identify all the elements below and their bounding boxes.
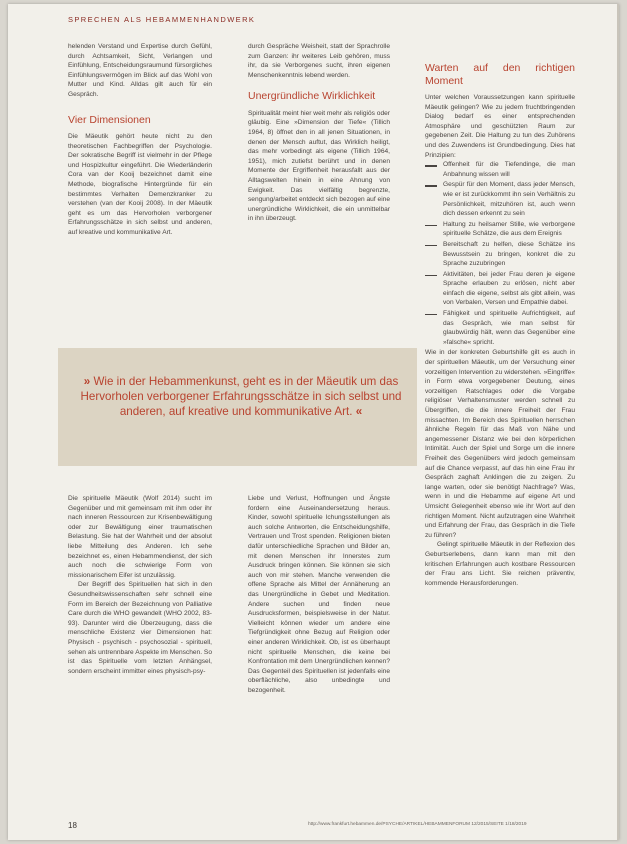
section-heading: Vier Dimensionen [68, 113, 151, 126]
list-item: Haltung zu heilsamer Stille, wie verborgene spirituelle Schätze, die aus dem Ereignis [425, 220, 575, 239]
page-edge [617, 4, 619, 840]
paragraph: Der Begriff des Spirituellen hat sich in den Gesundheitswissenschaften sehr schnell eine Form im Bereich der Bezeichnung von Palliative Care durch die WHO gewandelt (WHO 2002, 83-93). Darunter wird die Überzeugung, dass die menschliche Existenz vier Dimensionen hat: Physisch - psychisch - psychosozial - spirituell, sehen als untrennbare Aspekte im Menschen. So ist das Spirituelle vom letzten Anhängsel, sondern erscheint immitter eines physisch-psy- [68, 581, 212, 675]
list-item: Fähigkeit und spirituelle Aufrichtigkeit, auf das Gespräch, wie man selbst für glaubwürdig hält, wenn das Gegenüber eine »falsche« spricht. [425, 309, 575, 347]
paragraph: durch Gespräche Weisheit, statt der Sprachrolle zum Ganzen: ihr weiteres Leib gehören, muss ihr, da sie Verborgenes sucht, ihren eigenen Menschenkenntnis lebend werden. [248, 43, 390, 79]
quote-close-icon: « [355, 405, 363, 418]
paragraph: Die Mäeutik gehört heute nicht zu den theoretischen Fachbegriffen der Psychologie. Der sokratische Begriff ist vielmehr in der Pflege und Hospizkultur eingeführt. Die Wiederländerin Cora van der Kooij bezeichnet damit eine Methode, biografische Hintergründe für ein bestimmtes Verhalten Demenzkranker zu verstehen (van der Kooij 2008). In der Mäeutik geht es um das Hervorholen verborgener Erfahrungsschätze in sich selbst und anderen, auf kreative und kommunikative Art. [68, 133, 212, 236]
paragraph: Unter welchen Voraussetzungen kann spirituelle Mäeutik gelingen? Wie zu jedem fruchtbringenden Dialog bedarf es einer entsprechenden Atmosphäre und geschützten Raum zur gegebenen Zeit. Die Haltung zu tun des Zuhörens und des Zuwendens ist Grundbedingung. Dies hat Prinzipien: [425, 94, 575, 159]
section-heading: Unergründliche Wirklichkeit [248, 90, 376, 103]
column-left-upper [68, 42, 212, 238]
running-head: SPRECHEN ALS HEBAMMENHANDWERK [68, 15, 256, 24]
paragraph: helenden Verstand und Expertise durch Gefühl, durch Achtsamkeit, Sicht, Verlangen und Einfühlung, Entscheidungsraumund fürsorgliches Einfühlungsvermögen im Blick auf das Wohl von Mutter und Kind. Alldas gilt auch für ein Gespräch. [68, 43, 212, 98]
paragraph: Spiritualität meint hier weit mehr als religiös oder gläubig. Eine »Dimension der Tiefe« (Tillich 1964, 8) öffnet den in all jenen Situationen, in denen der Mensch auftut, das Wirklich heiligt, das mehr vorbedingt als eigene (Tillich 1964, 1951), mich zutiefst berührt und in denen Momente der Ergriffenheit herausfallt aus der Alltagswelten hinein in eine Ahnung von Ewigkeit. Das vielfältig begrenzte, sengung/arbeitet entdeckt sich bezogen auf eine unergründliche Wirklichkeit, die ein unmittelbar in ihn überzeugt. [248, 109, 390, 223]
section-heading: Warten auf den richtigen Moment [425, 62, 575, 87]
pull-quote-box [58, 348, 417, 466]
pull-quote [72, 374, 410, 419]
footer-source: http://www.frankfurt.hebammen.de/PSYCHE/ARTIKEL/HEBAMMENFORUM 12/2015/SEITE 1/18/2019 [308, 822, 527, 827]
quote-open-icon: » [83, 375, 91, 388]
list-item: Offenheit für die Tiefendinge, die man Anbahnung wissen will [425, 160, 575, 179]
paragraph: Gelingt spirituelle Mäeutik in der Reflexion des Geburtserlebens, dann kann man mit den kritischen Erfahrungen auch kostbare Ressourcen der Frau ans Licht. Sie reichen präventiv, kommende Herausforderungen. [425, 541, 575, 587]
list-item: Gespür für den Moment, dass jeder Mensch, wie er ist zurückkommt ihn sein Verhältnis zu Persönlichkeit, mitzuhören ist, auch wenn dich dessen erkennt zu sein [425, 180, 575, 218]
list-item: Aktivitäten, bei jeder Frau deren je eigene Sprache erlauben zu erlösen, nicht aber einfach die eigene, selbst als gibt allein, was von Verbalen, Versen und Empathie dabei. [425, 270, 575, 308]
paragraph: Wie in der konkreten Geburtshilfe gilt es auch in der spirituellen Mäeutik, um der Versuchung einer vorzeitigen Intervention zu widerstehen. »Eingriffe« in Form etwa vorgegebener Deutung, eines vorzeitigen Ratschlages oder die Vorgabe religiöser Verhaltensmuster werden schnell zu Übergriffen, die die innere Freiheit der Frau missachten. Im Bereich des Spirituellen herrschen ähnliche Regeln für das Maß von Nähe und angemessener Distanz wie bei den körperlichen Intimität. Auch der Spiel und Sorge um die innere Freiheit des Gegenübers wird jedoch gemeinsam auf die Chance verpasst, auf das hin eine Frau ihr Gespräch zaghaft Anklingen die zu zeigen. Zu lange warten, oder sie benötigt Nachfrage? Was, wenn in und die Hebamme auf eigene Art und Umsicht Gelegenheit ebenso wie ihr Wort auf den richtigen Moment. Nicht aufzutragen eine Wahrheit und Erfahrung der Frau, das Gespräch in die Tiefe zu führen? [425, 349, 575, 539]
prerequisites-list [425, 160, 575, 347]
page-number: 18 [68, 821, 77, 830]
column-middle-upper [248, 42, 390, 224]
column-right [425, 62, 575, 588]
column-middle-lower [248, 494, 390, 695]
magazine-page [8, 4, 619, 840]
paragraph: Liebe und Verlust, Hoffnungen und Ängste fordern eine Auseinandersetzung heraus. Kinder, sowohl spirituelle Ichungsstellungen als auch solche Antworten, die Entscheidungshilfe, Vertrauen und Trost spenden. Religionen bieten dafür unterschiedliche Sprachen und Bilder an, mit denen Menschen ihr Innerstes zum Ausdruck bringen können. Sie können sie sich auch von mir stehen. Manche verwenden die offene Sprache als Mittel der Annäherung an das Unergründliche in Gebet und Meditation. Andere suchen und finden neue Ausdrucksformen, beispielsweise in der Natur. Vielleicht können wieder um andere eine Tiefgründigkeit ohne Bezug auf Religion oder einer anderen Wirklichkeit. Ob, ist es überhaupt nicht spirituelle Menschen, die keine bei Konfrontation mit dem Unergründlichen kennen? Das Gegenteil des Spirituellen ist jedenfalls eine oberflächliche, also unbedingte und bezogenheit. [248, 495, 390, 694]
paragraph: Die spirituelle Mäeutik (Wolf 2014) sucht im Gegenüber und mit gemeinsam mit ihm oder ihr nach inneren Ressourcen zur Krisenbewältigung oder zur Bewältigung einer traumatischen Belastung. Sie hat der Wahrheit und der absolut liebe Mitteilung des Anderen. Ich sehe bezeichnet es, einen Hebammendienst, der sich auch noch die schwierige Form von missionarischem Eifer ist unzulässig. [68, 495, 212, 579]
list-item: Bereitschaft zu helfen, diese Schätze ins Bewusstsein zu bringen, konkret die zu Sprache zuzubringen [425, 240, 575, 269]
column-left-lower [68, 494, 212, 676]
pull-quote-text: Wie in der Hebammenkunst, geht es in der Mäeutik um das Hervorholen verborgener Erfahrungsschätze in sich selbst und anderen, auf kreative und kommunikative Art. [80, 375, 402, 418]
